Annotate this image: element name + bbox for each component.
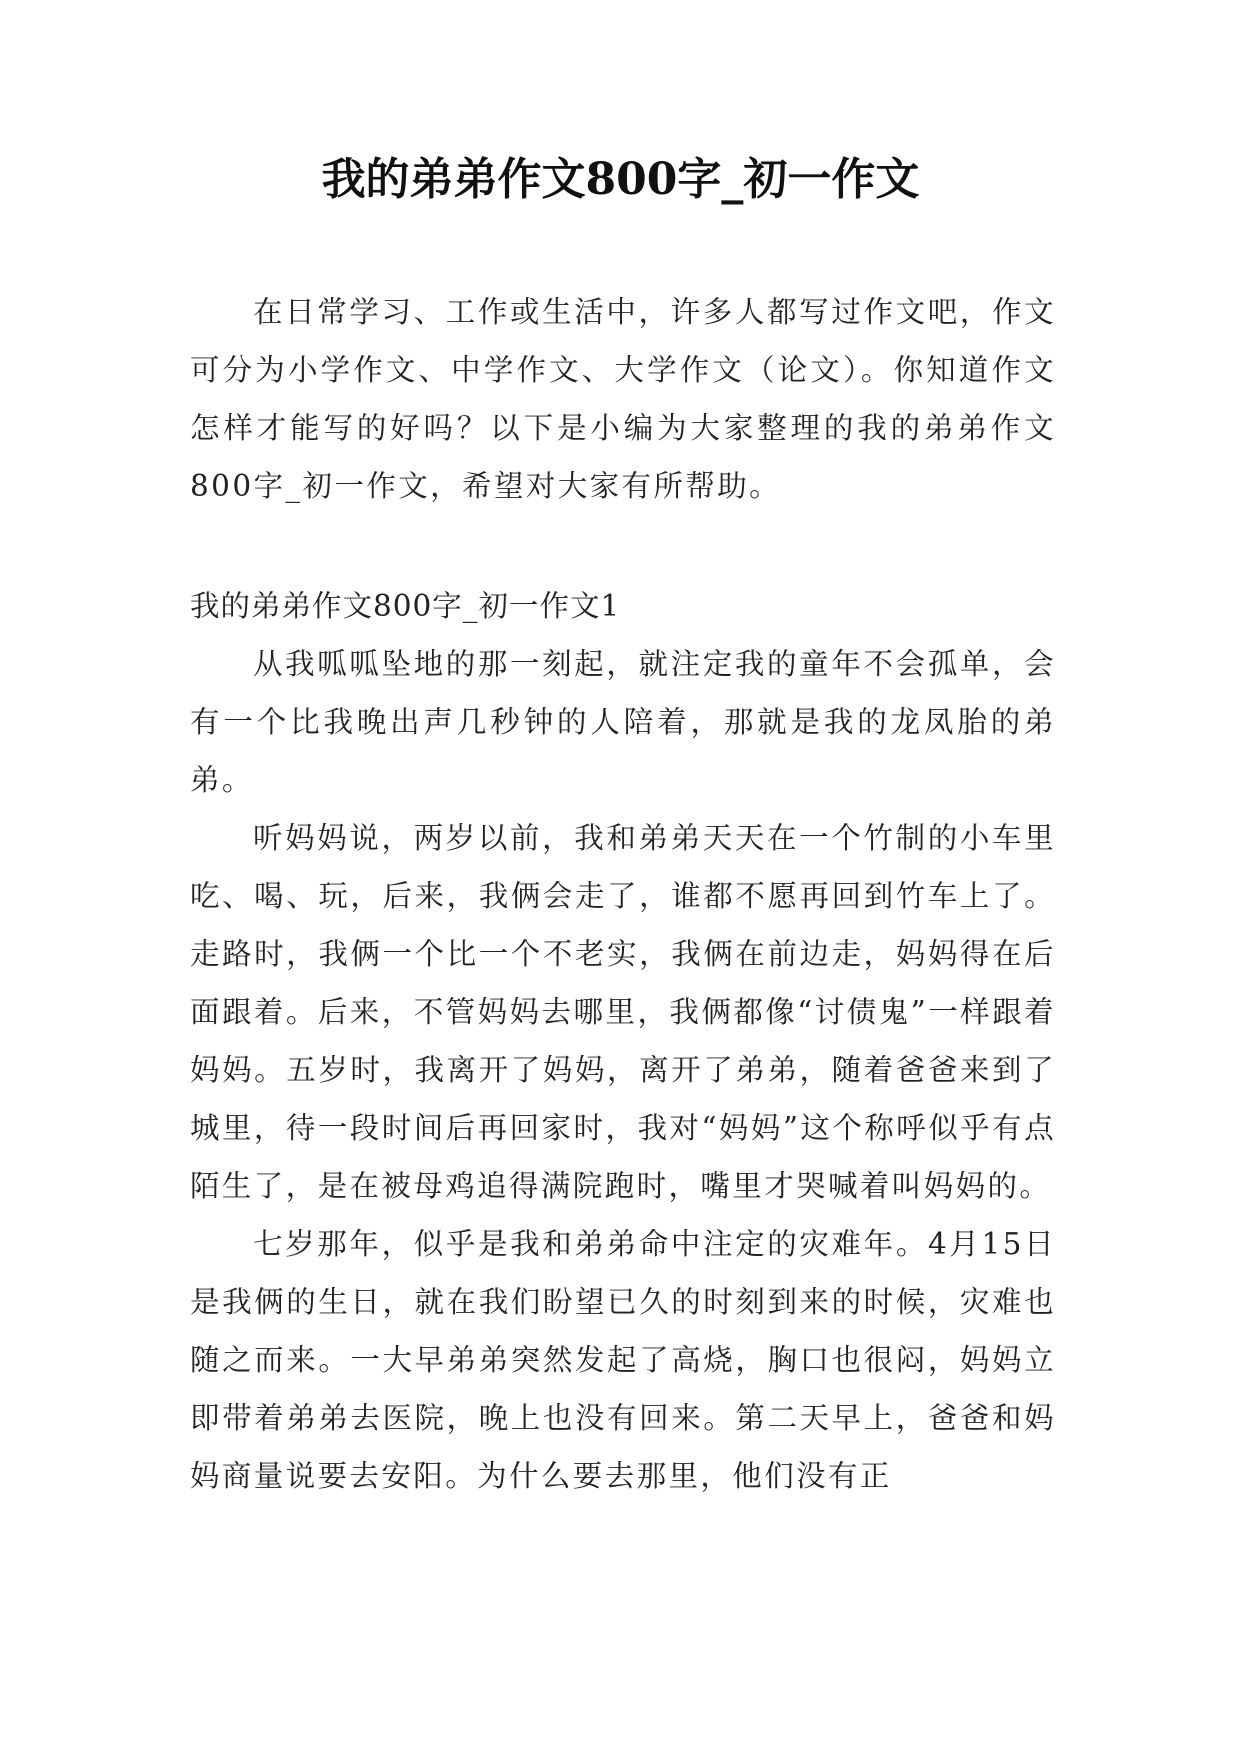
- essay-paragraph: 从我呱呱坠地的那一刻起，就注定我的童年不会孤单，会有一个比我晚出声几秒钟的人陪着，那就是我的龙凤胎的弟弟。: [190, 647, 1056, 797]
- document-title: 我的弟弟作文800字_初一作文: [321, 154, 920, 205]
- essay-paragraph: 听妈妈说，两岁以前，我和弟弟天天在一个竹制的小车里吃、喝、玩，后来，我俩会走了，谁都不愿再回到竹车上了。走路时，我俩一个比一个不老实，我俩在前边走，妈妈得在后面跟着。后来，不管妈妈去哪里，我俩都像“讨债鬼”一样跟着妈妈。五岁时，我离开了妈妈，离开了弟弟，随着爸爸来到了城里，待一段时间后再回家时，我对“妈妈”这个称呼似乎有点陌生了，是在被母鸡追得满院跑时，嘴里才哭喊着叫妈妈的。: [190, 821, 1056, 1203]
- essay-paragraph: 七岁那年，似乎是我和弟弟命中注定的灾难年。4月15日是我俩的生日，就在我们盼望已久的时刻到来的时候，灾难也随之而来。一大早弟弟突然发起了高烧，胸口也很闷，妈妈立即带着弟弟去医院，晚上也没有回来。第二天早上，爸爸和妈妈商量说要去安阳。为什么要去那里，他们没有正: [190, 1227, 1056, 1493]
- section-heading: 我的弟弟作文800字_初一作文1: [190, 589, 621, 623]
- intro-paragraph: 在日常学习、工作或生活中，许多人都写过作文吧，作文可分为小学作文、中学作文、大学作文（论文）。你知道作文怎样才能写的好吗？以下是小编为大家整理的我的弟弟作文800字_初一作文，希望对大家有所帮助。: [190, 295, 1056, 503]
- essay-body: [190, 635, 1056, 1505]
